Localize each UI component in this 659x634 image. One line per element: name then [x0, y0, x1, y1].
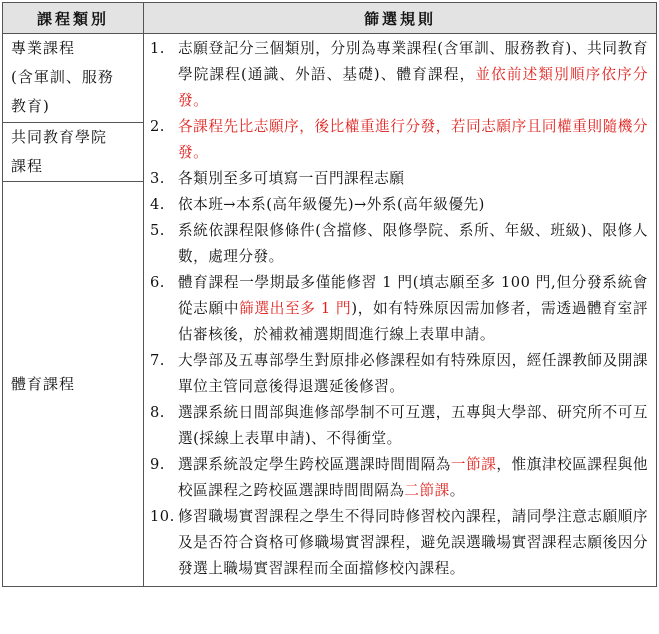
header-rules: 篩選規則	[144, 3, 657, 34]
rule-text	[178, 452, 648, 504]
rule-text-part: 依本班→本系(高年級優先)→外系(高年級優先)	[178, 196, 485, 213]
table-row	[3, 34, 657, 123]
rule-text-part: 系統依課程限修條件(含擋修、限修學院、系所、年級、班級)、限修人數，處理分發。	[178, 222, 648, 265]
rule-highlight: 篩選出至多 1 門	[239, 300, 352, 317]
rule-item	[150, 400, 648, 452]
rule-item	[150, 192, 648, 218]
rule-highlight: 一節課	[450, 456, 497, 473]
category-line: 教育)	[11, 97, 50, 115]
rule-text	[178, 36, 648, 114]
rule-text-part: 修習職場實習課程之學生不得同時修習校內課程，請同學注意志願順序及是否符合資格可修職場實習課程，避免誤選職場實習課程志願後因分發選上職場實習課程而全面擋修校內課程。	[178, 508, 648, 577]
rule-number: 8.	[150, 404, 165, 421]
rule-item	[150, 348, 648, 400]
rule-text-part: 選課系統日間部與進修部學制不可互選，五專與大學部、研究所不可互選(採線上表單申請)、不得衝堂。	[178, 404, 648, 447]
rule-number: 7.	[150, 352, 165, 369]
rule-text	[178, 218, 648, 270]
rule-text	[178, 114, 648, 166]
rule-text-part: ，惟旗津校區課程與他校區課程之跨校區選課時間間隔為	[178, 456, 648, 499]
rule-highlight: 各課程先比志願序，後比權重進行分發，若同志願序且同權重則隨機分發。	[178, 118, 648, 161]
rule-text	[178, 192, 648, 218]
rule-number: 10.	[150, 508, 175, 525]
rule-item	[150, 114, 648, 166]
rules-table	[2, 2, 657, 587]
category-line: 課程	[11, 157, 44, 175]
rule-number: 3.	[150, 170, 165, 187]
rule-text	[178, 166, 648, 192]
rule-text-part: 各類別至多可填寫一百門課程志願	[178, 170, 405, 187]
rule-item	[150, 270, 648, 348]
rule-number: 2.	[150, 118, 165, 135]
header-category: 課程類別	[3, 3, 144, 34]
rule-number: 4.	[150, 196, 165, 213]
category-line: (含軍訓、服務	[11, 68, 114, 86]
rules-list	[150, 36, 648, 582]
category-line: 專業課程	[11, 39, 76, 57]
rule-text	[178, 270, 648, 348]
rule-item	[150, 452, 648, 504]
rule-number: 9.	[150, 456, 165, 473]
category-professional	[3, 34, 144, 123]
rule-item	[150, 504, 648, 582]
rule-item	[150, 36, 648, 114]
rule-highlight: 並依前述類別順序依序分發。	[178, 66, 648, 109]
category-line: 體育課程	[11, 374, 76, 393]
header-row	[3, 3, 657, 34]
rule-text-part: 。	[449, 482, 465, 499]
rule-highlight: 二節課	[404, 482, 450, 499]
rule-number: 6.	[150, 274, 165, 291]
category-physical-education	[3, 182, 144, 587]
rule-item	[150, 166, 648, 192]
rule-text	[178, 504, 648, 582]
rule-item	[150, 218, 648, 270]
rule-number: 1.	[150, 40, 165, 57]
rule-number: 5.	[150, 222, 165, 239]
category-general-education	[3, 123, 144, 182]
rule-text-part: 大學部及五專部學生對原排必修課程如有特殊原因，經任課教師及開課單位主管同意後得退選延後修習。	[178, 352, 648, 395]
rule-text-part: 選課系統設定學生跨校區選課時間間隔為	[178, 456, 451, 473]
rule-text-part: 志願登記分三個類別，分別為專業課程(含軍訓、服務教育)、共同教育學院課程(通識、外語、基礎)、體育課程，	[178, 40, 648, 83]
rule-text	[178, 400, 648, 452]
rule-text	[178, 348, 648, 400]
rule-text-part: )，如有特殊原因需加修者，需透過體育室評估審核後，於補救補選期間進行線上表單申請。	[178, 300, 648, 343]
rules-cell	[144, 34, 657, 587]
rule-text-part: 體育課程一學期最多僅能修習 1 門(填志願至多 100 門,但分發系統會從志願中	[178, 274, 648, 317]
category-line: 共同教育學院	[11, 128, 108, 146]
